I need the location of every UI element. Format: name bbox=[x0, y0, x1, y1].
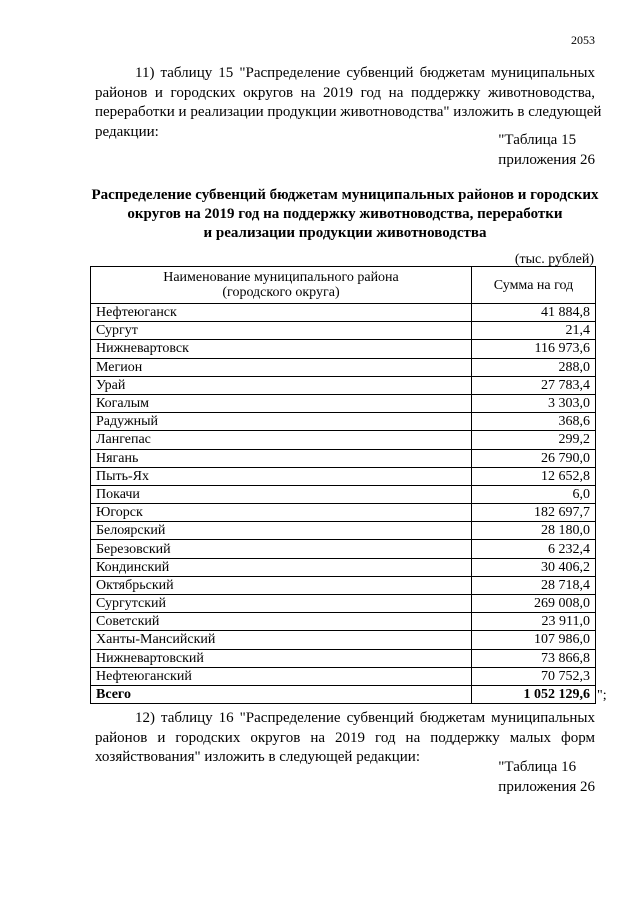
table-15-note-line2: приложения 26 bbox=[498, 151, 595, 168]
row-sum: 41 884,8 bbox=[472, 304, 596, 322]
header-name-line1: Наименование муниципального района bbox=[163, 270, 399, 285]
subsidy-table bbox=[90, 266, 596, 704]
paragraph-12-line: 12) таблицу 16 "Распределение субвенций бюджетам муниципальных bbox=[135, 710, 595, 726]
table-row bbox=[91, 504, 596, 522]
row-name: Нефтеюганский bbox=[91, 667, 472, 685]
table-row bbox=[91, 340, 596, 358]
table-row bbox=[91, 540, 596, 558]
table-row bbox=[91, 558, 596, 576]
paragraph-12-line: хозяйствования" изложить в следующей редакции: bbox=[95, 749, 420, 765]
table-row bbox=[91, 467, 596, 485]
table-row bbox=[91, 449, 596, 467]
header-name-line2: (городского округа) bbox=[222, 285, 340, 300]
paragraph-11-line: редакции: bbox=[95, 123, 159, 140]
table-15-note-line1: "Таблица 15 bbox=[498, 132, 577, 148]
row-sum: 28 718,4 bbox=[472, 576, 596, 594]
row-name: Кондинский bbox=[91, 558, 472, 576]
total-sum: 1 052 129,6 bbox=[472, 685, 596, 703]
table-16-note-line1: "Таблица 16 bbox=[498, 759, 577, 775]
row-name: Октябрьский bbox=[91, 576, 472, 594]
row-sum: 21,4 bbox=[472, 322, 596, 340]
row-name: Югорск bbox=[91, 504, 472, 522]
paragraph-11-line: переработки и реализации продукции животноводства" изложить в следующей bbox=[95, 104, 602, 120]
row-sum: 182 697,7 bbox=[472, 504, 596, 522]
row-name: Нижневартовск bbox=[91, 340, 472, 358]
row-name: Лангепас bbox=[91, 431, 472, 449]
table-heading-line1: Распределение субвенций бюджетам муниципальных районов и городских bbox=[91, 187, 599, 203]
row-name: Сургутский bbox=[91, 595, 472, 613]
row-sum: 368,6 bbox=[472, 413, 596, 431]
row-sum: 12 652,8 bbox=[472, 467, 596, 485]
table-total-row bbox=[91, 685, 596, 703]
row-name: Покачи bbox=[91, 485, 472, 503]
table-row bbox=[91, 431, 596, 449]
row-name: Березовский bbox=[91, 540, 472, 558]
row-sum: 26 790,0 bbox=[472, 449, 596, 467]
table-row bbox=[91, 631, 596, 649]
header-sum-cell: Сумма на год bbox=[472, 267, 596, 304]
table-row bbox=[91, 576, 596, 594]
table-row bbox=[91, 304, 596, 322]
row-sum: 6 232,4 bbox=[472, 540, 596, 558]
closing-quote-mark: "; bbox=[597, 688, 607, 703]
table-row bbox=[91, 649, 596, 667]
total-name: Всего bbox=[91, 685, 472, 703]
row-name: Сургут bbox=[91, 322, 472, 340]
table-row bbox=[91, 376, 596, 394]
table-row bbox=[91, 358, 596, 376]
row-sum: 116 973,6 bbox=[472, 340, 596, 358]
row-sum: 30 406,2 bbox=[472, 558, 596, 576]
row-sum: 23 911,0 bbox=[472, 613, 596, 631]
table-header-row bbox=[91, 267, 596, 304]
row-sum: 28 180,0 bbox=[472, 522, 596, 540]
row-name: Советский bbox=[91, 613, 472, 631]
table-row bbox=[91, 485, 596, 503]
row-name: Нижневартовский bbox=[91, 649, 472, 667]
row-sum: 269 008,0 bbox=[472, 595, 596, 613]
row-sum: 70 752,3 bbox=[472, 667, 596, 685]
row-sum: 6,0 bbox=[472, 485, 596, 503]
table-row bbox=[91, 595, 596, 613]
page-number: 2053 bbox=[571, 33, 595, 47]
paragraph-11-line: районов и городских округов на 2019 год на поддержку животноводства, bbox=[95, 84, 595, 101]
paragraph-11-line: 11) таблицу 15 "Распределение субвенций бюджетам муниципальных bbox=[135, 65, 595, 81]
paragraph-12-line: районов и городских округов на 2019 год на поддержку малых форм bbox=[95, 729, 595, 746]
table-row bbox=[91, 413, 596, 431]
table-heading-line2: округов на 2019 год на поддержку животноводства, переработки bbox=[127, 206, 563, 222]
row-name: Нефтеюганск bbox=[91, 304, 472, 322]
table-16-note bbox=[498, 758, 595, 797]
table-row bbox=[91, 322, 596, 340]
table-heading-line3: и реализации продукции животноводства bbox=[203, 225, 487, 241]
row-name: Нягань bbox=[91, 449, 472, 467]
table-heading bbox=[80, 186, 610, 243]
table-row bbox=[91, 667, 596, 685]
row-sum: 299,2 bbox=[472, 431, 596, 449]
table-row bbox=[91, 394, 596, 412]
row-sum: 27 783,4 bbox=[472, 376, 596, 394]
row-name: Урай bbox=[91, 376, 472, 394]
row-name: Ханты-Мансийский bbox=[91, 631, 472, 649]
row-sum: 73 866,8 bbox=[472, 649, 596, 667]
table-row bbox=[91, 613, 596, 631]
row-name: Белоярский bbox=[91, 522, 472, 540]
row-sum: 107 986,0 bbox=[472, 631, 596, 649]
row-sum: 3 303,0 bbox=[472, 394, 596, 412]
header-name-cell bbox=[91, 267, 472, 304]
table-16-note-line2: приложения 26 bbox=[498, 778, 595, 795]
row-name: Пыть-Ях bbox=[91, 467, 472, 485]
row-name: Радужный bbox=[91, 413, 472, 431]
row-name: Мегион bbox=[91, 358, 472, 376]
row-name: Когалым bbox=[91, 394, 472, 412]
table-15-note bbox=[498, 131, 595, 170]
table-row bbox=[91, 522, 596, 540]
row-sum: 288,0 bbox=[472, 358, 596, 376]
units-label: (тыс. рублей) bbox=[514, 252, 594, 267]
